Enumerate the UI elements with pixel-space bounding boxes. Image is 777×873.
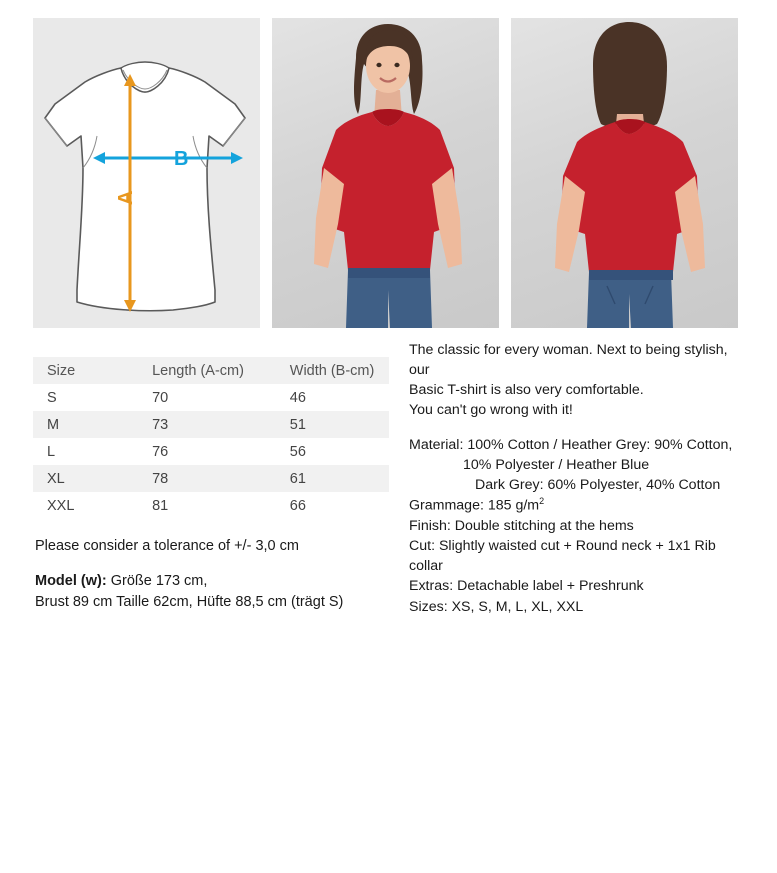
cell-length: 73 bbox=[152, 416, 169, 433]
table-row bbox=[33, 384, 389, 411]
cell-length: 76 bbox=[152, 443, 169, 460]
cell-width: 51 bbox=[289, 416, 306, 433]
size-chart-table bbox=[33, 357, 389, 519]
table-row bbox=[33, 411, 389, 438]
table-row bbox=[33, 438, 389, 465]
intro-line-1: The classic for every woman. Next to being stylish, our bbox=[409, 342, 728, 379]
model-measurements bbox=[35, 571, 375, 613]
cell-length: 78 bbox=[152, 470, 169, 487]
model-line1: Größe 173 cm, bbox=[106, 573, 208, 589]
model-front-illustration bbox=[272, 18, 499, 328]
grammage-exponent: 2 bbox=[539, 496, 545, 507]
grammage-label: Grammage: 185 g/m bbox=[409, 497, 540, 514]
intro-line-3: You can't go wrong with it! bbox=[409, 402, 573, 419]
cell-size: XXL bbox=[47, 497, 75, 514]
cell-length: 70 bbox=[152, 389, 169, 406]
model-line2: Brust 89 cm Taille 62cm, Hüfte 88,5 cm (trägt S) bbox=[35, 594, 344, 611]
cell-width: 56 bbox=[289, 443, 306, 460]
intro-line-2: Basic T-shirt is also very comfortable. bbox=[409, 382, 644, 399]
tshirt-technical-drawing bbox=[33, 18, 260, 328]
finish-line: Finish: Double stitching at the hems bbox=[409, 517, 634, 534]
cell-width: 61 bbox=[289, 470, 306, 487]
cut-line: Cut: Slightly waisted cut + Round neck + 1x1 Rib collar bbox=[409, 538, 716, 575]
material-line-1: Material: 100% Cotton / Heather Grey: 90% Cotton, bbox=[409, 436, 733, 453]
extras-line: Extras: Detachable label + Preshrunk bbox=[409, 578, 644, 595]
cell-size: S bbox=[47, 389, 57, 406]
table-row bbox=[33, 492, 389, 519]
tolerance-note: Please consider a tolerance of +/- 3,0 cm bbox=[35, 538, 299, 554]
table-row bbox=[33, 465, 389, 492]
model-front-photo bbox=[272, 18, 499, 328]
measurement-diagram-panel bbox=[33, 18, 260, 328]
cell-width: 66 bbox=[289, 497, 306, 514]
cell-size: L bbox=[47, 443, 56, 460]
diagram-label-a: A bbox=[115, 190, 137, 205]
material-line-2: 10% Polyester / Heather Blue bbox=[463, 456, 650, 473]
cell-size: M bbox=[47, 416, 60, 433]
cell-width: 46 bbox=[289, 389, 306, 406]
material-line-3: Dark Grey: 60% Polyester, 40% Cotton bbox=[475, 476, 721, 493]
product-description bbox=[409, 340, 749, 617]
model-back-illustration bbox=[511, 18, 738, 328]
model-label: Model (w): bbox=[35, 573, 107, 589]
diagram-label-b: B bbox=[174, 148, 189, 170]
column-header-width: Width (B-cm) bbox=[289, 362, 375, 379]
column-header-size: Size bbox=[47, 362, 76, 379]
column-header-length: Length (A-cm) bbox=[152, 362, 244, 379]
sizes-line: Sizes: XS, S, M, L, XL, XXL bbox=[409, 598, 584, 615]
table-header-row bbox=[33, 357, 389, 384]
grammage-line bbox=[409, 495, 749, 516]
product-image-row bbox=[33, 18, 738, 328]
cell-length: 81 bbox=[152, 497, 169, 514]
model-back-photo bbox=[511, 18, 738, 328]
cell-size: XL bbox=[47, 470, 65, 487]
